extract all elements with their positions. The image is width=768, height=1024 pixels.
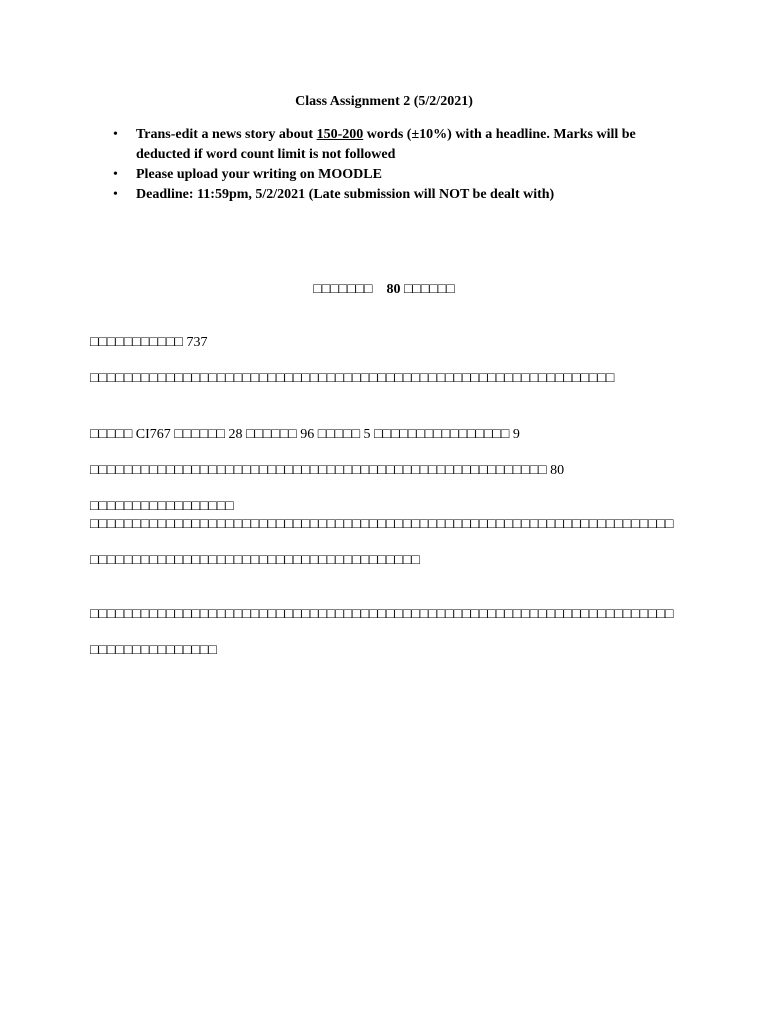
instruction-item-word-count [113,125,688,165]
instruction-text-suffix: words (±10%) with a headline. Marks will be deducted if word count limit is not followed [136,127,636,162]
instruction-item-deadline [113,185,688,205]
instruction-item-upload [113,165,688,185]
instruction-text: Please upload your writing on MOODLE [136,167,382,182]
bullet-icon: • [113,187,118,202]
story-paragraph: □□□□□□□□□□□□□□□□□□□□□□□□□□□□□□□□□□□□□□□□□□□□□□□□□□□□□□□□□□□□□□□□□□□□□□□□□□□□□□□□□□□□ [90,607,674,658]
word-range-underlined: 150-200 [316,127,364,142]
instruction-text: Deadline: 11:59pm, 5/2/2021 (Late submission will NOT be dealt with) [136,187,555,202]
bullet-icon: • [113,167,118,182]
assignment-title: Class Assignment 2 (5/2/2021) [295,94,473,109]
story-paragraph: □□□□□□□□□□□□□□□□□□□□□□□□□□□□□□□□□□□□□□□□□□□□□□□□□□□□□□□□□□□□□□□□□□□□□□□□□□□□□□□□□□□□□□□□□□□□□□□□□□□□□□□□□□□□ [90,517,674,568]
bullet-icon: • [113,127,118,142]
news-story-headline: □□□□□□□ 80 □□□□□□ [313,282,455,297]
story-paragraph: □□□□□ CI767 □□□□□□ 28 □□□□□□ 96 □□□□□ 5 □□□□□□□□□□□□□□□□ 9 □□□□□□□□□□□□□□□□□□□□□□□□□□□□□□□□□□□□□□□□□□□□□□□□□□□□□□ 80 □□□□□□□□□□□□□□□□□ [90,427,565,514]
instruction-text-prefix: Trans-edit a news story about [136,127,317,142]
story-paragraph: □□□□□□□□□□□ 737 □□□□□□□□□□□□□□□□□□□□□□□□□□□□□□□□□□□□□□□□□□□□□□□□□□□□□□□□□□□□□□ [90,335,615,386]
instructions-list [113,125,688,205]
